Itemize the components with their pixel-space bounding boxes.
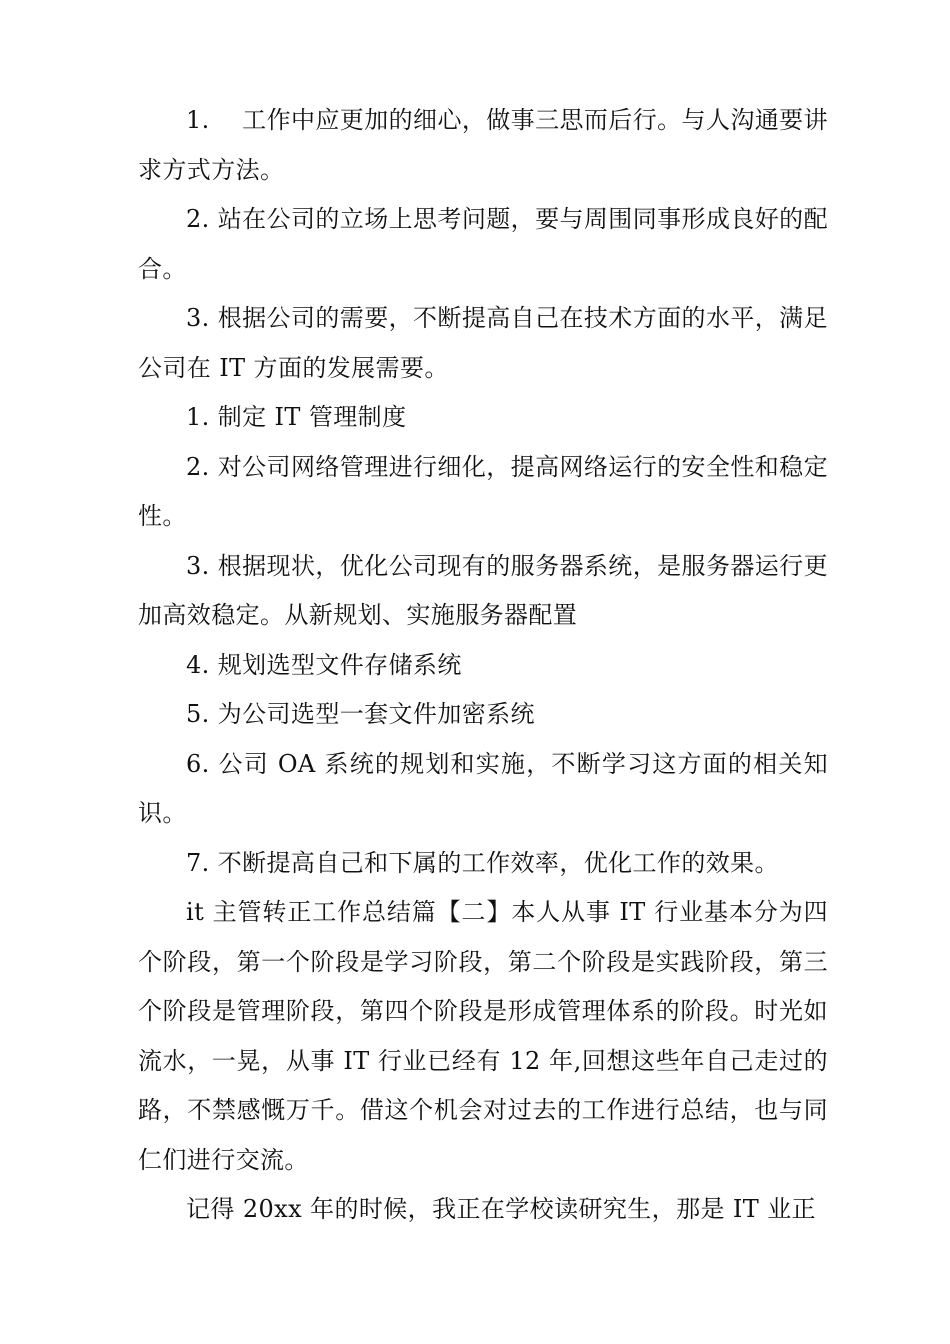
paragraph-9: 6. 公司 OA 系统的规划和实施，不断学习这方面的相关知识。 (138, 749, 828, 827)
paragraph-3: 3. 根据公司的需要，不断提高自己在技术方面的水平，满足公司在 IT 方面的发展需要。 (138, 304, 828, 382)
paragraph-8: 5. 为公司选型一套文件加密系统 (186, 700, 535, 728)
paragraph-5: 2. 对公司网络管理进行细化，提高网络运行的安全性和稳定性。 (138, 452, 828, 530)
paragraph-2: 2. 站在公司的立场上思考问题，要与周围同事形成良好的配合。 (138, 205, 828, 283)
document-body (138, 96, 828, 1235)
paragraph-4: 1. 制定 IT 管理制度 (186, 403, 407, 431)
paragraph-12: 记得 20xx 年的时候，我正在学校读研究生，那是 IT 业正 (186, 1195, 817, 1223)
paragraph-10: 7. 不断提高自己和下属的工作效率，优化工作的效果。 (186, 848, 779, 877)
paragraph-1: 1. 工作中应更加的细心，做事三思而后行。与人沟通要讲求方式方法。 (138, 106, 828, 184)
paragraph-6: 3. 根据现状，优化公司现有的服务器系统，是服务器运行更加高效稳定。从新规划、实施服务器配置 (138, 551, 828, 629)
paragraph-11: it 主管转正工作总结篇【二】本人从事 IT 行业基本分为四个阶段，第一个阶段是学习阶段，第二个阶段是实践阶段，第三个阶段是管理阶段，第四个阶段是形成管理体系的阶段。时光如流水，一晃，从事 IT 行业已经有 12 年,回想这些年自己走过的路，不禁感慨万千。借这个机会对过去的工作进行总结，也与同仁们进行交流。 (138, 898, 828, 1174)
paragraph-7: 4. 规划选型文件存储系统 (186, 650, 462, 679)
